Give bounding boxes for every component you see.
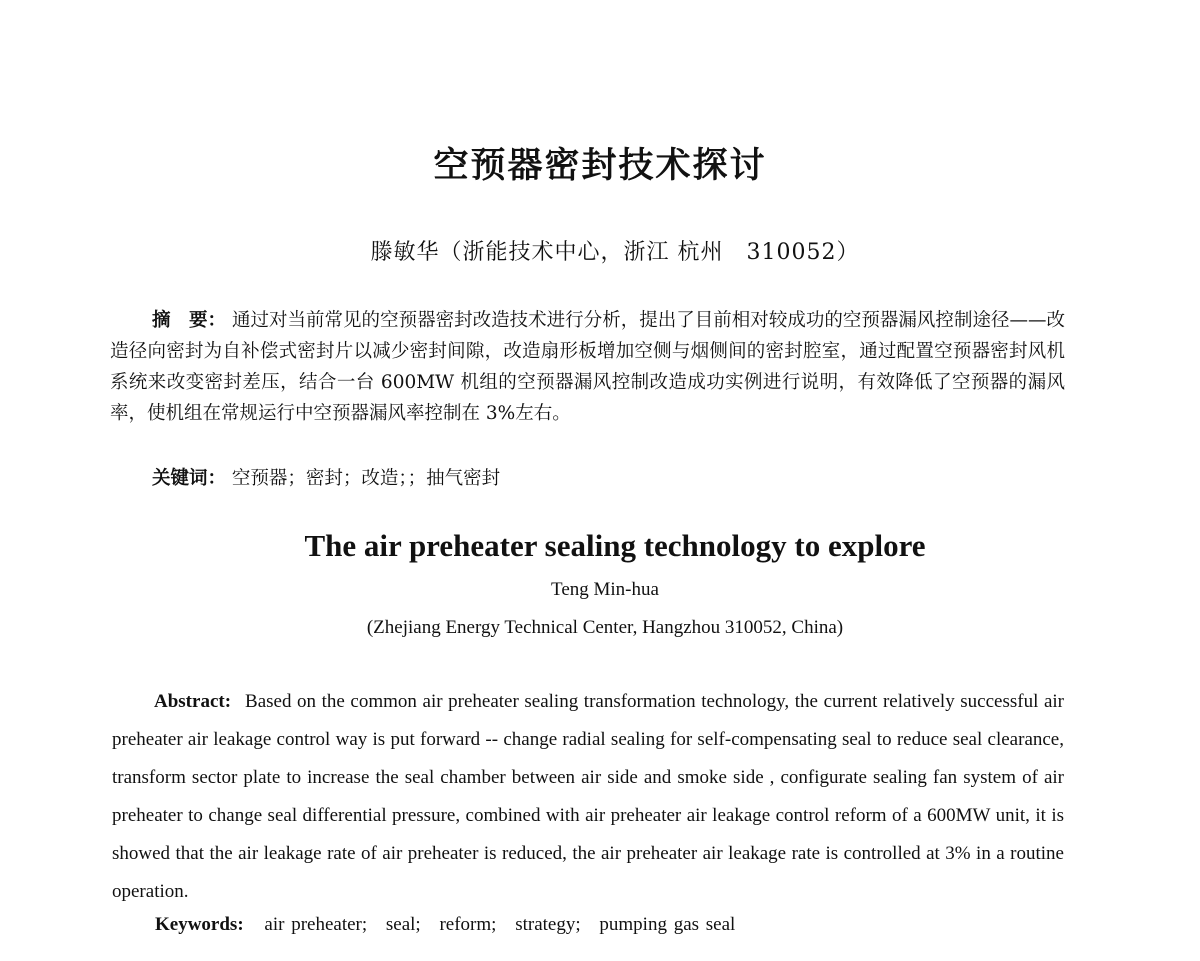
chinese-author-affiliation: 滕敏华（浙能技术中心，浙江 杭州 310052） (370, 240, 860, 265)
english-keyword: seal; (385, 914, 421, 935)
chinese-title: 空预器密封技术探讨 (433, 146, 767, 186)
chinese-abstract-text: 通过对当前常见的空预器密封改造技术进行分析，提出了目前相对较成功的空预器漏风控制途径——改造径向密封为自补偿式密封片以减少密封间隙，改造扇形板增加空侧与烟侧间的密封腔室，通过配置空预器密封风机系统来改变密封差压，结合一台 600MW 机组的空预器漏风控制改造成功实例进行说明，有效降低了空预器的漏风率，使机组在常规运行中空预器漏风率控制在 3%左右。 (110, 310, 1065, 424)
chinese-keywords-text: 空预器；密封；改造；；抽气密封 (231, 468, 501, 489)
english-abstract-text: Based on the common air preheater sealing transformation technology, the current relatively successful air preheater air leakage control way is put forward -- change radial sealing for self-compensating seal to reduce seal clearance, transform sector plate to increase the seal chamber between air side and smoke side , configurate sealing fan system of air preheater to change seal differential pressure, combined with air preheater air leakage control reform of a 600MW unit, it is showed that the air leakage rate of air preheater is reduced, the air preheater air leakage rate is controlled at 3% in a routine operation. (112, 691, 1064, 902)
english-keywords-label: Keywords: (155, 914, 244, 935)
english-keyword: pumping gas seal (599, 914, 736, 935)
english-author: Teng Min-hua (551, 579, 659, 600)
english-keyword: reform; (439, 914, 497, 935)
chinese-keywords-label: 关键词： (152, 468, 227, 489)
english-keyword: air preheater; (264, 914, 368, 935)
english-abstract (112, 683, 1064, 911)
chinese-abstract-label: 摘 要： (152, 310, 227, 331)
english-keywords (155, 914, 735, 936)
chinese-abstract (110, 305, 1065, 429)
english-keyword: strategy; (515, 914, 581, 935)
english-abstract-label: Abstract: (154, 691, 232, 712)
english-title: The air preheater sealing technology to explore (304, 528, 926, 563)
chinese-keywords (152, 464, 500, 490)
english-affiliation: (Zhejiang Energy Technical Center, Hangzhou 310052, China) (366, 617, 844, 638)
